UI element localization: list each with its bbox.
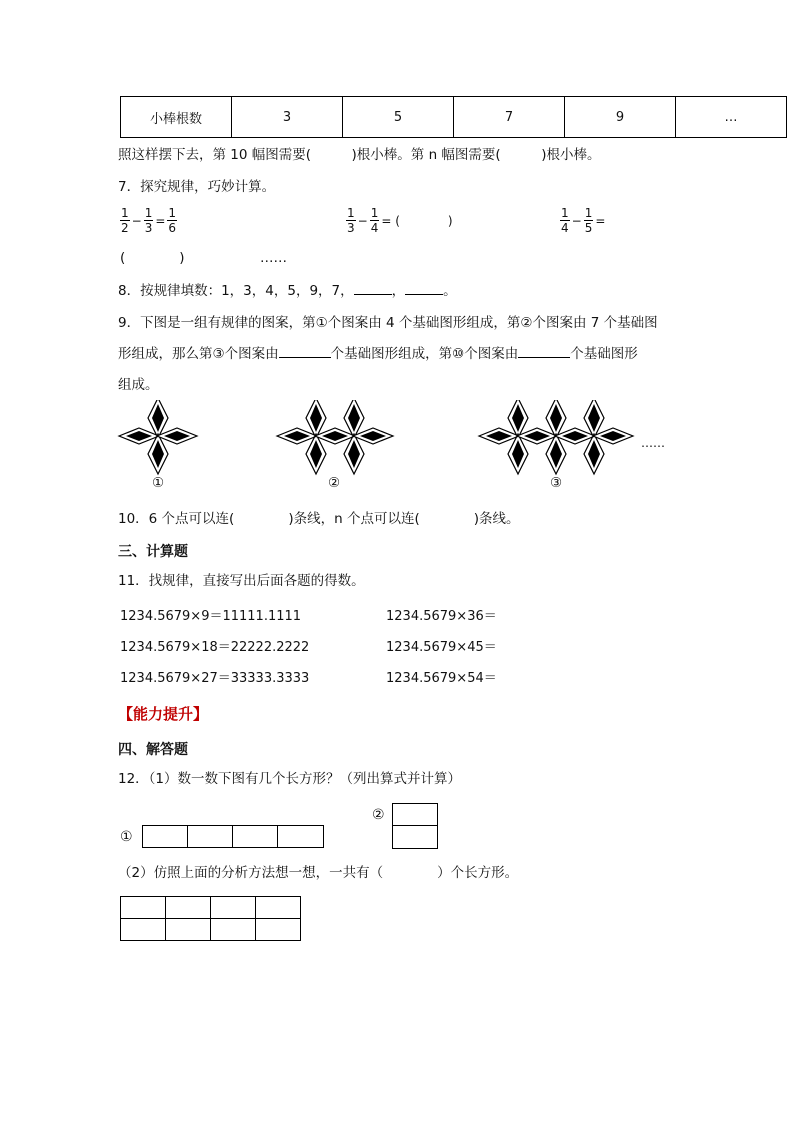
q11-left-2: 1234.5679×18＝22222.2222	[120, 640, 310, 655]
grid-cell	[211, 897, 256, 919]
diamond-patterns-figure	[110, 400, 700, 480]
q8-line	[118, 282, 457, 300]
rectangle-cell	[233, 825, 278, 848]
q8-end: 。	[443, 283, 457, 299]
grid-cell	[121, 919, 166, 941]
table-cell: 7	[454, 97, 565, 138]
pattern-label-3: ③	[550, 475, 563, 491]
figure-2-label: ②	[372, 807, 385, 823]
grid-row	[121, 919, 301, 941]
q7-title: 7．探究规律，巧妙计算。	[118, 179, 276, 195]
fraction: $\frac{1}{3}$	[347, 206, 355, 235]
rectangle-cell	[392, 803, 438, 826]
q11-right-2: 1234.5679×45＝	[386, 640, 497, 655]
table-cell: 5	[343, 97, 454, 138]
q11-left-3: 1234.5679×27＝33333.3333	[120, 671, 310, 686]
fraction: $\frac{1}{6}$	[168, 206, 177, 235]
q8-separator: ，	[391, 283, 406, 299]
q8-text: 8．按规律填数：1，3，4，5，9，7，	[118, 283, 354, 299]
q9-line-3: 组成。	[118, 377, 159, 393]
q7-ellipsis: ……	[260, 250, 287, 266]
figure-3-grid	[120, 896, 301, 941]
table-row	[121, 97, 787, 138]
grid-cell	[166, 919, 211, 941]
pattern-ellipsis: ……	[641, 436, 665, 450]
q9-line-1: 9．下图是一组有规律的图案，第①个图案由 4 个基础图形组成，第②个图案由 7 个基础图	[118, 315, 658, 331]
grid-row	[121, 897, 301, 919]
sticks-table	[120, 96, 787, 138]
q11-left-1: 1234.5679×9＝11111.1111	[120, 609, 302, 624]
pattern-1	[119, 400, 197, 474]
rectangle-cell	[142, 825, 188, 848]
q9-text-b: 个基础图形组成，第⑩个图案由	[330, 346, 519, 362]
q6-continuation: 照这样摆下去，第 10 幅图需要( )根小棒。第 n 幅图需要( )根小棒。	[118, 147, 601, 163]
fraction: $\frac{1}{4}$	[561, 206, 569, 235]
q7-equation-2: $\frac{1}{3}$ − $\frac{1}{4}$ = ( )	[347, 206, 453, 235]
q9-line-2	[118, 345, 638, 363]
table-cell: …	[676, 97, 787, 138]
fraction: $\frac{1}{4}$	[370, 206, 379, 235]
table-cell: 3	[232, 97, 343, 138]
q11-title: 11．找规律，直接写出后面各题的得数。	[118, 573, 365, 589]
pattern-2	[277, 400, 393, 474]
grid-cell	[211, 919, 256, 941]
pattern-3	[479, 400, 633, 474]
figure-2-rectangles	[392, 803, 438, 849]
q12-line-1: 12．（1）数一数下图有几个长方形？（列出算式并计算）	[118, 771, 462, 787]
fraction: $\frac{1}{3}$	[144, 206, 153, 235]
q11-right-1: 1234.5679×36＝	[386, 609, 497, 624]
table-header-cell: 小棒根数	[121, 97, 232, 138]
grid-cell	[256, 919, 301, 941]
ability-heading: 【能力提升】	[118, 705, 209, 723]
rectangle-cell	[188, 825, 233, 848]
q12-line-2: （2）仿照上面的分析方法想一想，一共有（ ）个长方形。	[118, 865, 519, 881]
table-cell: 9	[565, 97, 676, 138]
pattern-label-1: ①	[152, 475, 165, 491]
section-3-heading: 三、计算题	[118, 544, 188, 560]
q7-equation-1: $\frac{1}{2}$ − $\frac{1}{3}$ = $\frac{1}{6}$	[121, 206, 177, 235]
q10-line: 10．6 个点可以连( )条线，n 个点可以连( )条线。	[118, 511, 520, 527]
q9-blank-2[interactable]	[518, 345, 570, 358]
grid-cell	[166, 897, 211, 919]
q7-answer-paren: ( )	[120, 250, 185, 266]
q8-blank-2[interactable]	[405, 282, 443, 295]
grid-cell	[256, 897, 301, 919]
q9-text-c: 个基础图形	[570, 346, 638, 362]
section-4-heading: 四、解答题	[118, 742, 188, 758]
grid-cell	[121, 897, 166, 919]
pattern-label-2: ②	[328, 475, 341, 491]
figure-1-label: ①	[120, 829, 133, 845]
q7-equation-3: $\frac{1}{4}$ − $\frac{1}{5}$ =	[561, 206, 606, 235]
fraction: $\frac{1}{2}$	[121, 206, 129, 235]
q9-blank-1[interactable]	[279, 345, 331, 358]
rectangle-cell	[278, 825, 324, 848]
rectangle-cell	[392, 826, 438, 849]
q11-right-3: 1234.5679×54＝	[386, 671, 497, 686]
q9-text-a: 形组成，那么第③个图案由	[118, 346, 279, 362]
q8-blank-1[interactable]	[354, 282, 392, 295]
fraction: $\frac{1}{5}$	[584, 206, 593, 235]
figure-1-rectangles	[142, 825, 324, 848]
